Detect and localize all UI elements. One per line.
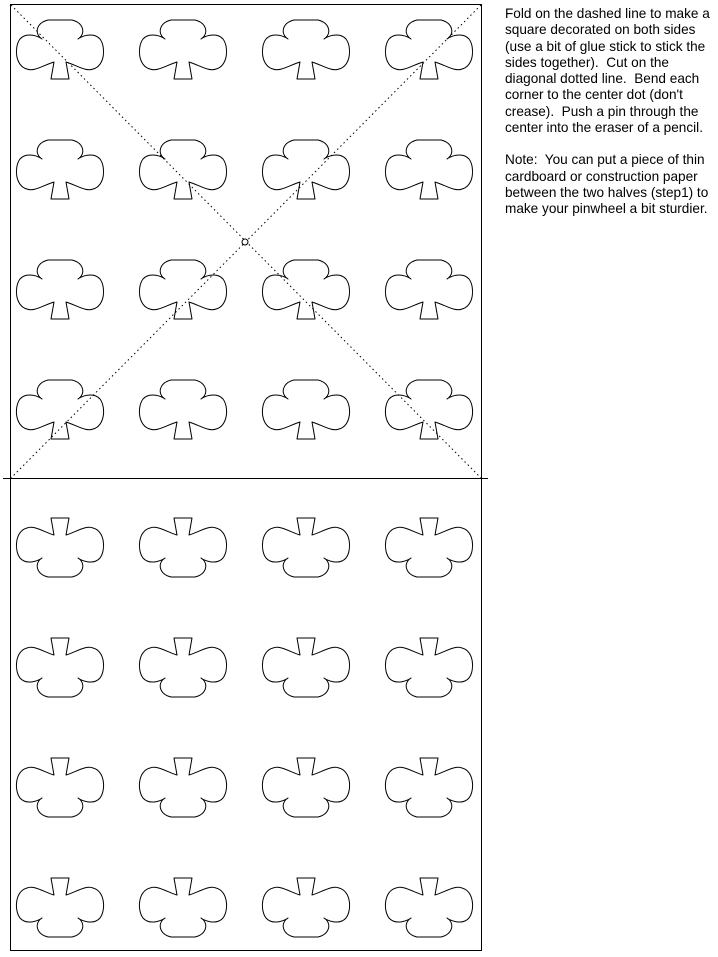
instructions-panel [505, 6, 717, 234]
instructions-step: Fold on the dashed line to make a square decorated on both sides (use a bit of glue stick to stick the sides together). Cut on the diagonal dotted line. Bend each corner to the center dot (don't crease). Push a pin through the center into the eraser of a pencil. [505, 6, 714, 136]
center-dot [242, 239, 248, 245]
instructions-note: Note: You can put a piece of thin cardboard or construction paper between the two halves (step1) to make your pinwheel a bit sturdier. [505, 152, 713, 217]
